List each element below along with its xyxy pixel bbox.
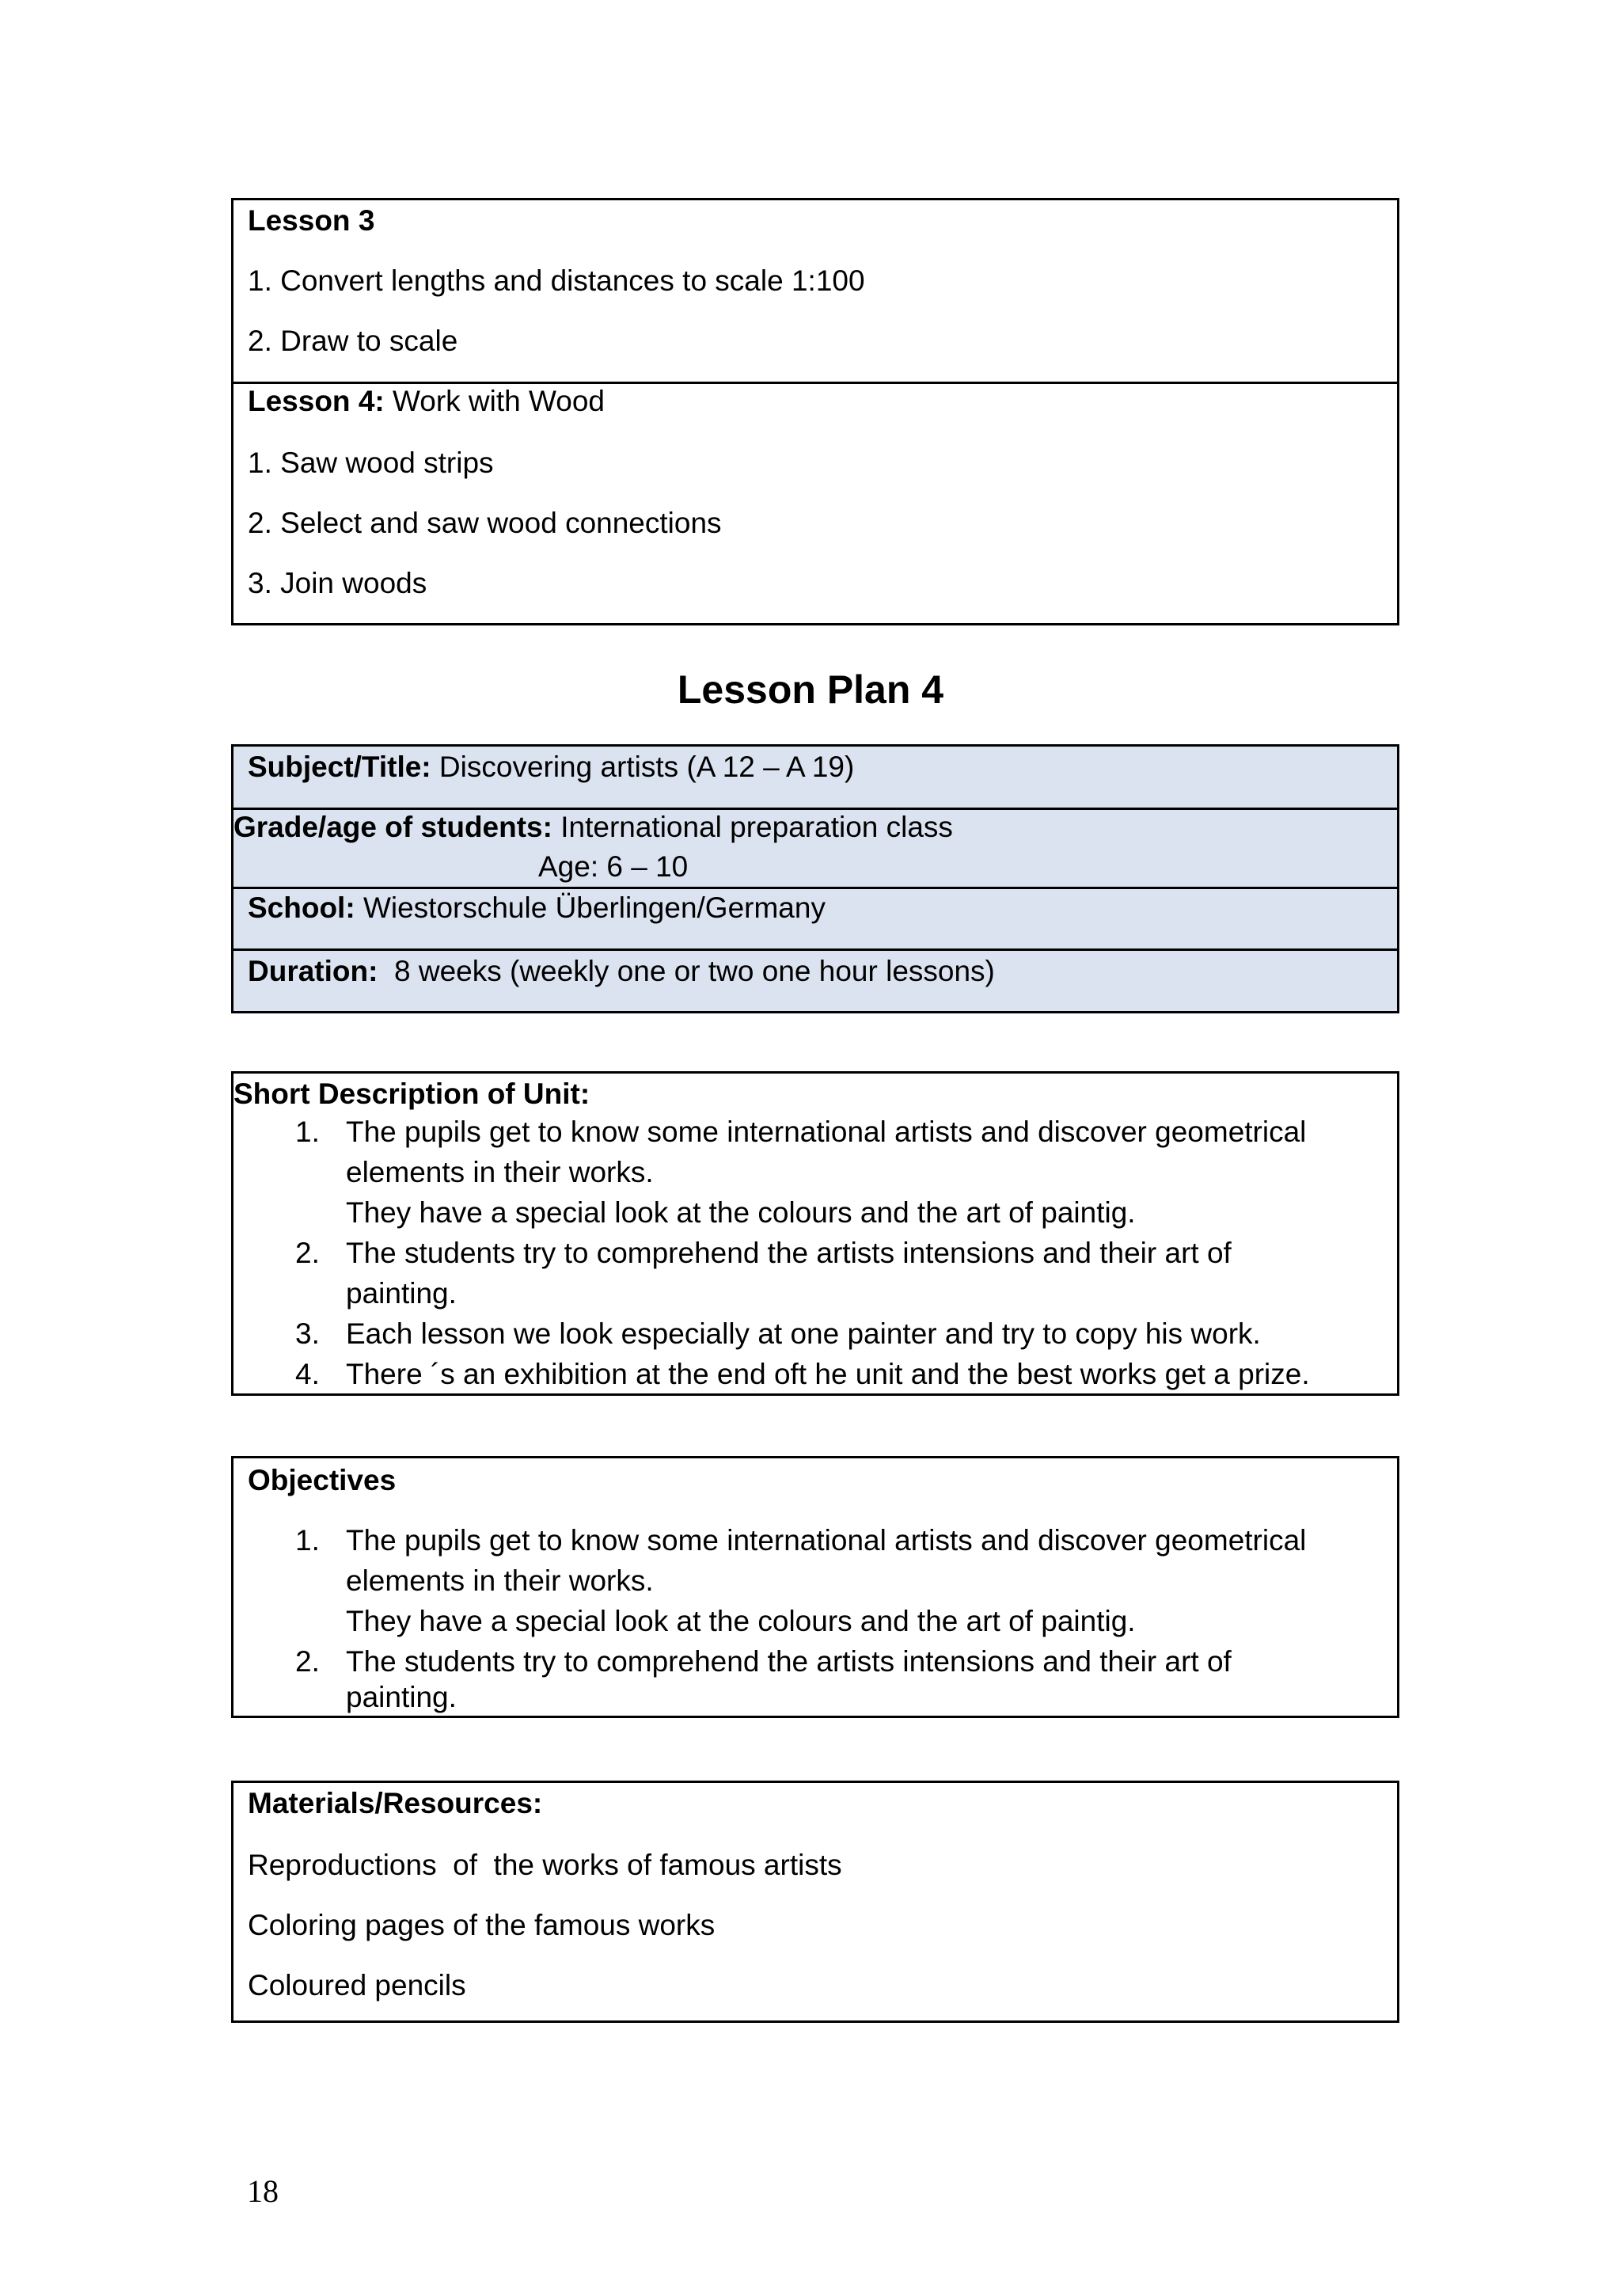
list-number: 3. bbox=[295, 1317, 320, 1350]
list-item: The pupils get to know some international artists and discover geometrical bbox=[346, 1524, 1307, 1557]
lesson4-item: 3. Join woods bbox=[248, 567, 427, 599]
lesson4-section bbox=[233, 384, 1397, 623]
list-item: The students try to comprehend the artists intensions and their art of bbox=[346, 1645, 1232, 1678]
lesson-plan-heading: Lesson Plan 4 bbox=[677, 667, 944, 712]
materials-title: Materials/Resources: bbox=[248, 1787, 543, 1819]
list-number: 4. bbox=[295, 1358, 320, 1390]
list-item: elements in their works. bbox=[346, 1564, 654, 1597]
list-item: painting. bbox=[346, 1277, 457, 1310]
page-number: 18 bbox=[247, 2173, 279, 2209]
lesson3-item: 1. Convert lengths and distances to scale 1:100 bbox=[248, 264, 865, 297]
age-line: Age: 6 – 10 bbox=[538, 850, 689, 883]
subject-row bbox=[233, 747, 1397, 810]
grade-row bbox=[233, 810, 1397, 889]
materials-item: Reproductions of the works of famous artists bbox=[248, 1849, 842, 1881]
list-item: They have a special look at the colours and the art of paintig. bbox=[346, 1605, 1136, 1637]
description-title: Short Description of Unit: bbox=[233, 1078, 590, 1110]
duration-row bbox=[233, 951, 1397, 1011]
list-number: 2. bbox=[295, 1645, 320, 1678]
materials-item: Coloured pencils bbox=[248, 1969, 466, 2001]
list-item: Each lesson we look especially at one painter and try to copy his work. bbox=[346, 1317, 1261, 1350]
list-number: 2. bbox=[295, 1237, 320, 1269]
objectives-box bbox=[231, 1456, 1399, 1718]
list-item: There ´s an exhibition at the end oft he unit and the best works get a prize. bbox=[346, 1358, 1310, 1390]
description-box bbox=[231, 1071, 1399, 1396]
lesson3-section bbox=[233, 200, 1397, 384]
list-number: 1. bbox=[295, 1116, 320, 1148]
lessons-box bbox=[231, 198, 1399, 625]
lesson3-item: 2. Draw to scale bbox=[248, 325, 458, 357]
school-row bbox=[233, 889, 1397, 951]
list-item: They have a special look at the colours and the art of paintig. bbox=[346, 1196, 1136, 1229]
list-item: elements in their works. bbox=[346, 1156, 654, 1188]
duration-line: Duration: 8 weeks (weekly one or two one hour lessons) bbox=[248, 955, 995, 987]
lesson3-title: Lesson 3 bbox=[248, 204, 375, 237]
list-item: The pupils get to know some international artists and discover geometrical bbox=[346, 1116, 1307, 1148]
info-table bbox=[231, 744, 1399, 1013]
list-item: painting. bbox=[346, 1681, 457, 1713]
school-line: School: Wiestorschule Überlingen/Germany bbox=[248, 891, 826, 924]
list-item: The students try to comprehend the artists intensions and their art of bbox=[346, 1237, 1232, 1269]
grade-line: Grade/age of students: International preparation class bbox=[233, 811, 953, 843]
materials-box bbox=[231, 1781, 1399, 2023]
lesson4-item: 2. Select and saw wood connections bbox=[248, 507, 722, 539]
materials-item: Coloring pages of the famous works bbox=[248, 1909, 716, 1941]
lesson4-item: 1. Saw wood strips bbox=[248, 447, 494, 479]
objectives-title: Objectives bbox=[248, 1464, 397, 1496]
subject-line: Subject/Title: Discovering artists (A 12 – A 19) bbox=[248, 751, 855, 783]
lesson4-title: Lesson 4: Work with Wood bbox=[248, 385, 605, 417]
list-number: 1. bbox=[295, 1524, 320, 1557]
